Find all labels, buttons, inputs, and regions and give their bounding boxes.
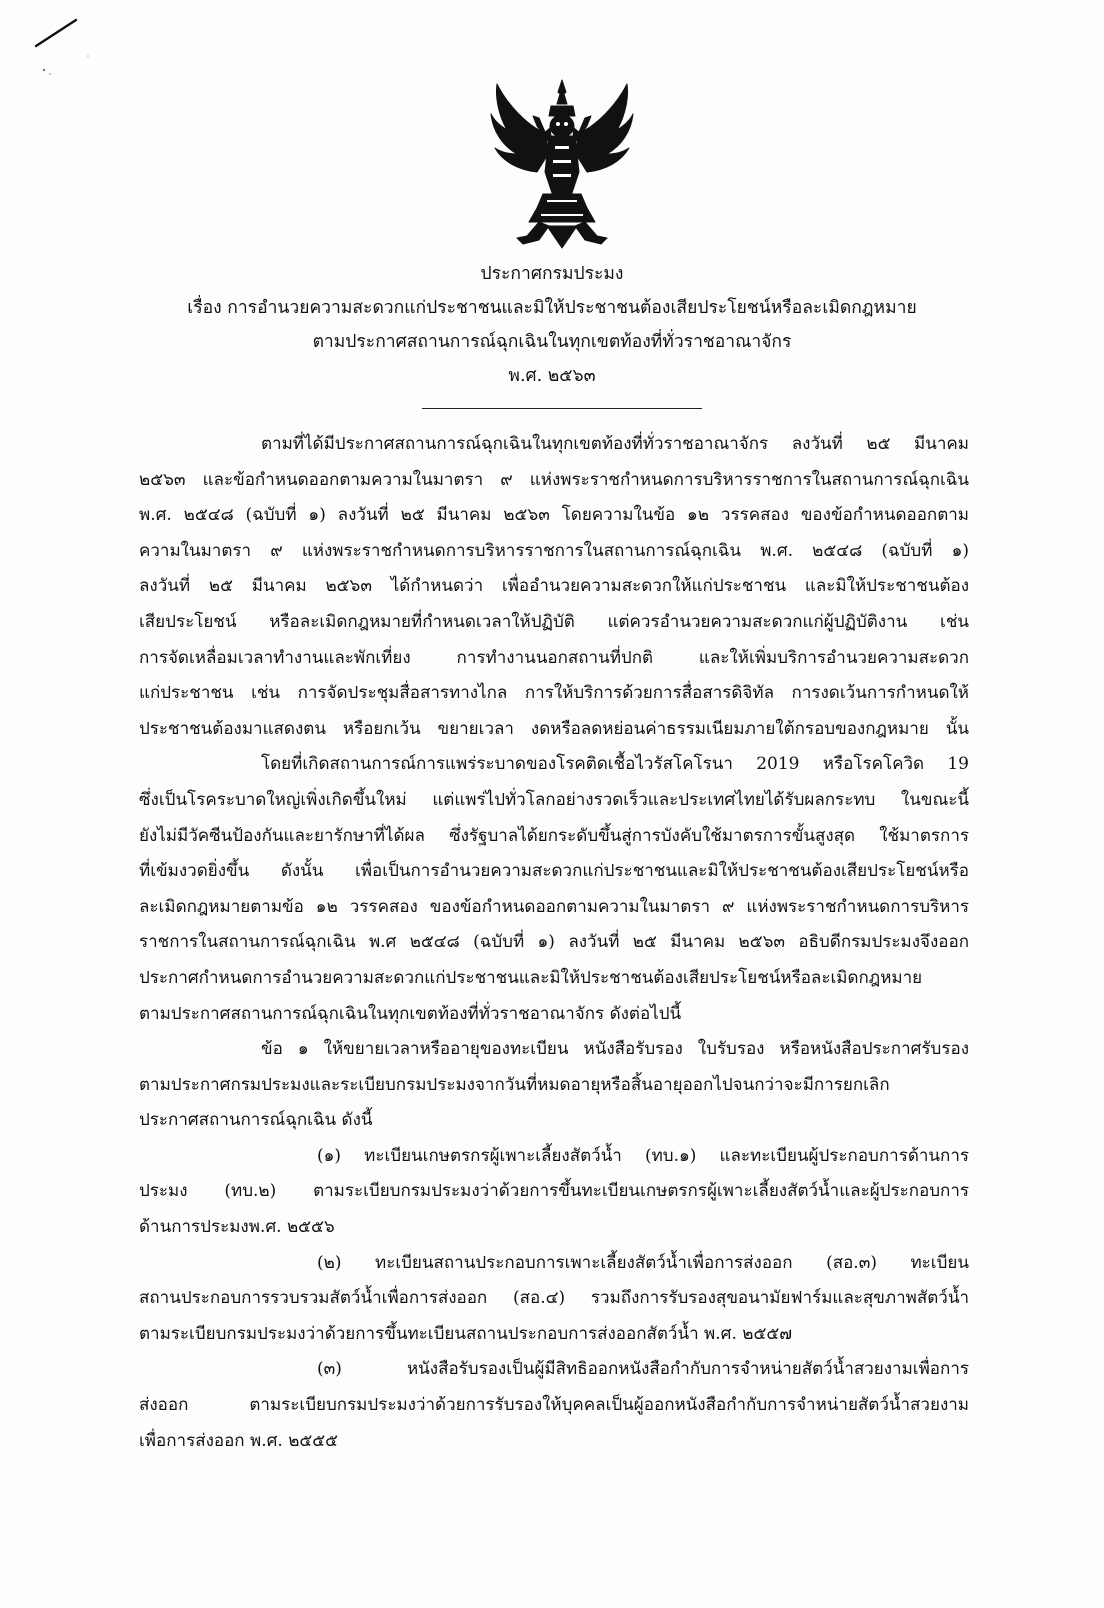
body-line: โดยที่เกิดสถานการณ์การแพร่ระบาดของโรคติดเชื้อไวรัสโคโรนา 2019 หรือโรคโควิด 19 — [261, 754, 969, 775]
item-3-line: (๓) หนังสือรับรองเป็นผู้มีสิทธิออกหนังสือกำกับการจำหน่ายสัตว์น้ำสวยงามเพื่อการ — [317, 1359, 969, 1380]
title-divider — [422, 408, 702, 409]
clause-1-line: ข้อ ๑ ให้ขยายเวลาหรืออายุของทะเบียน หนังสือรับรอง ใบรับรอง หรือหนังสือประกาศรับรอง — [261, 1039, 969, 1060]
body-line: เสียประโยชน์ หรือละเมิดกฎหมายที่กำหนดเวลาให้ปฏิบัติ แต่ควรอำนวยความสะดวกแก่ผู้ปฏิบัติงาน เช่น — [139, 611, 969, 632]
item-1-line: ด้านการประมงพ.ศ. ๒๕๕๖ — [139, 1217, 335, 1238]
announcement-subject-continued: ตามประกาศสถานการณ์ฉุกเฉินในทุกเขตท้องที่ทั่วราชอาณาจักร — [312, 332, 792, 352]
item-1-line: ประมง (ทบ.๒) ตามระเบียบกรมประมงว่าด้วยการขึ้นทะเบียนเกษตรกรผู้เพาะเลี้ยงสัตว์น้ำและผู้ประกอบการ — [139, 1181, 969, 1202]
item-3-line: ส่งออก ตามระเบียบกรมประมงว่าด้วยการรับรองให้บุคคลเป็นผู้ออกหนังสือกำกับการจำหน่ายสัตว์น้ำสวยงาม — [139, 1395, 969, 1416]
body-line: ที่เข้มงวดยิ่งขึ้น ดังนั้น เพื่อเป็นการอำนวยความสะดวกแก่ประชาชนและมิให้ประชาชนต้องเสียประโยชน์หรือ — [139, 861, 969, 882]
pen-mark-icon — [32, 14, 112, 84]
body-line: ประกาศกำหนดการอำนวยความสะดวกแก่ประชาชนและมิให้ประชาชนต้องเสียประโยชน์หรือละเมิดกฎหมาย — [139, 967, 923, 988]
announcement-title: ประกาศกรมประมง — [480, 264, 624, 284]
item-2-line: (๒) ทะเบียนสถานประกอบการเพาะเลี้ยงสัตว์น้ำเพื่อการส่งออก (สอ.๓) ทะเบียน — [317, 1252, 969, 1273]
body-line: การจัดเหลื่อมเวลาทำงานและพักเที่ยง การทำงานนอกสถานที่ปกติ และให้เพิ่มบริการอำนวยความสะดวก — [139, 647, 969, 668]
item-2-line: ตามระเบียบกรมประมงว่าด้วยการขึ้นทะเบียนสถานประกอบการส่งออกสัตว์น้ำ พ.ศ. ๒๕๕๗ — [139, 1323, 792, 1344]
garuda-emblem-icon — [487, 76, 637, 252]
body-line: ยังไม่มีวัคซีนป้องกันและยารักษาที่ได้ผล ซึ่งรัฐบาลได้ยกระดับขึ้นสู่การบังคับใช้มาตรการขั้นสูงสุด ใช้มาตรการ — [139, 825, 969, 846]
announcement-heading — [0, 257, 1104, 393]
announcement-body — [139, 427, 969, 1459]
body-line: แก่ประชาชน เช่น การจัดประชุมสื่อสารทางไกล การให้บริการด้วยการสื่อสารดิจิทัล การงดเว้นการกำหนดให้ — [139, 683, 969, 704]
body-line: ซึ่งเป็นโรคระบาดใหญ่เพิ่งเกิดขึ้นใหม่ แต่แพร่ไปทั่วโลกอย่างรวดเร็วและประเทศไทยได้รับผลกระทบ ในขณะนี้ — [139, 789, 969, 810]
clause-1-line: ตามประกาศกรมประมงและระเบียบกรมประมงจากวันที่หมดอายุหรือสิ้นอายุออกไปจนกว่าจะมีการยกเลิก — [139, 1074, 890, 1095]
body-line: ความในมาตรา ๙ แห่งพระราชกำหนดการบริหารราชการในสถานการณ์ฉุกเฉิน พ.ศ. ๒๕๔๘ (ฉบับที่ ๑) — [139, 540, 969, 561]
body-line: ประชาชนต้องมาแสดงตน หรือยกเว้น ขยายเวลา งดหรือลดหย่อนค่าธรรมเนียมภายใต้กรอบของกฎหมาย นั้น — [139, 718, 969, 739]
announcement-subject: เรื่อง การอำนวยความสะดวกแก่ประชาชนและมิให้ประชาชนต้องเสียประโยชน์หรือละเมิดกฎหมาย — [187, 298, 917, 318]
body-line: พ.ศ. ๒๕๔๘ (ฉบับที่ ๑) ลงวันที่ ๒๕ มีนาคม ๒๕๖๓ โดยความในข้อ ๑๒ วรรคสอง ของข้อกำหนดออกตาม — [139, 505, 969, 526]
body-line: ราชการในสถานการณ์ฉุกเฉิน พ.ศ ๒๕๔๘ (ฉบับที่ ๑) ลงวันที่ ๒๕ มีนาคม ๒๕๖๓ อธิบดีกรมประมงจึงออก — [139, 932, 969, 953]
item-2-line: สถานประกอบการรวบรวมสัตว์น้ำเพื่อการส่งออก (สอ.๔) รวมถึงการรับรองสุขอนามัยฟาร์มและสุขภาพสัตว์น้ำ — [139, 1288, 969, 1309]
body-line: ตามที่ได้มีประกาศสถานการณ์ฉุกเฉินในทุกเขตท้องที่ทั่วราชอาณาจักร ลงวันที่ ๒๕ มีนาคม — [261, 434, 969, 454]
item-3-line: เพื่อการส่งออก พ.ศ. ๒๕๕๕ — [139, 1430, 339, 1451]
announcement-year: พ.ศ. ๒๕๖๓ — [508, 366, 596, 386]
body-line: ตามประกาศสถานการณ์ฉุกเฉินในทุกเขตท้องที่ทั่วราชอาณาจักร ดังต่อไปนี้ — [139, 1003, 682, 1024]
body-line: ลงวันที่ ๒๕ มีนาคม ๒๕๖๓ ได้กำหนดว่า เพื่ออำนวยความสะดวกให้แก่ประชาชน และมิให้ประชาชนต้อง — [139, 576, 969, 597]
body-line: ละเมิดกฎหมายตามข้อ ๑๒ วรรคสอง ของข้อกำหนดออกตามความในมาตรา ๙ แห่งพระราชกำหนดการบริหาร — [139, 896, 969, 917]
body-line: ๒๕๖๓ และข้อกำหนดออกตามความในมาตรา ๙ แห่งพระราชกำหนดการบริหารราชการในสถานการณ์ฉุกเฉิน — [139, 469, 969, 490]
item-1-line: (๑) ทะเบียนเกษตรกรผู้เพาะเลี้ยงสัตว์น้ำ (ทบ.๑) และทะเบียนผู้ประกอบการด้านการ — [317, 1145, 969, 1166]
clause-1-line: ประกาศสถานการณ์ฉุกเฉิน ดังนี้ — [139, 1110, 373, 1131]
